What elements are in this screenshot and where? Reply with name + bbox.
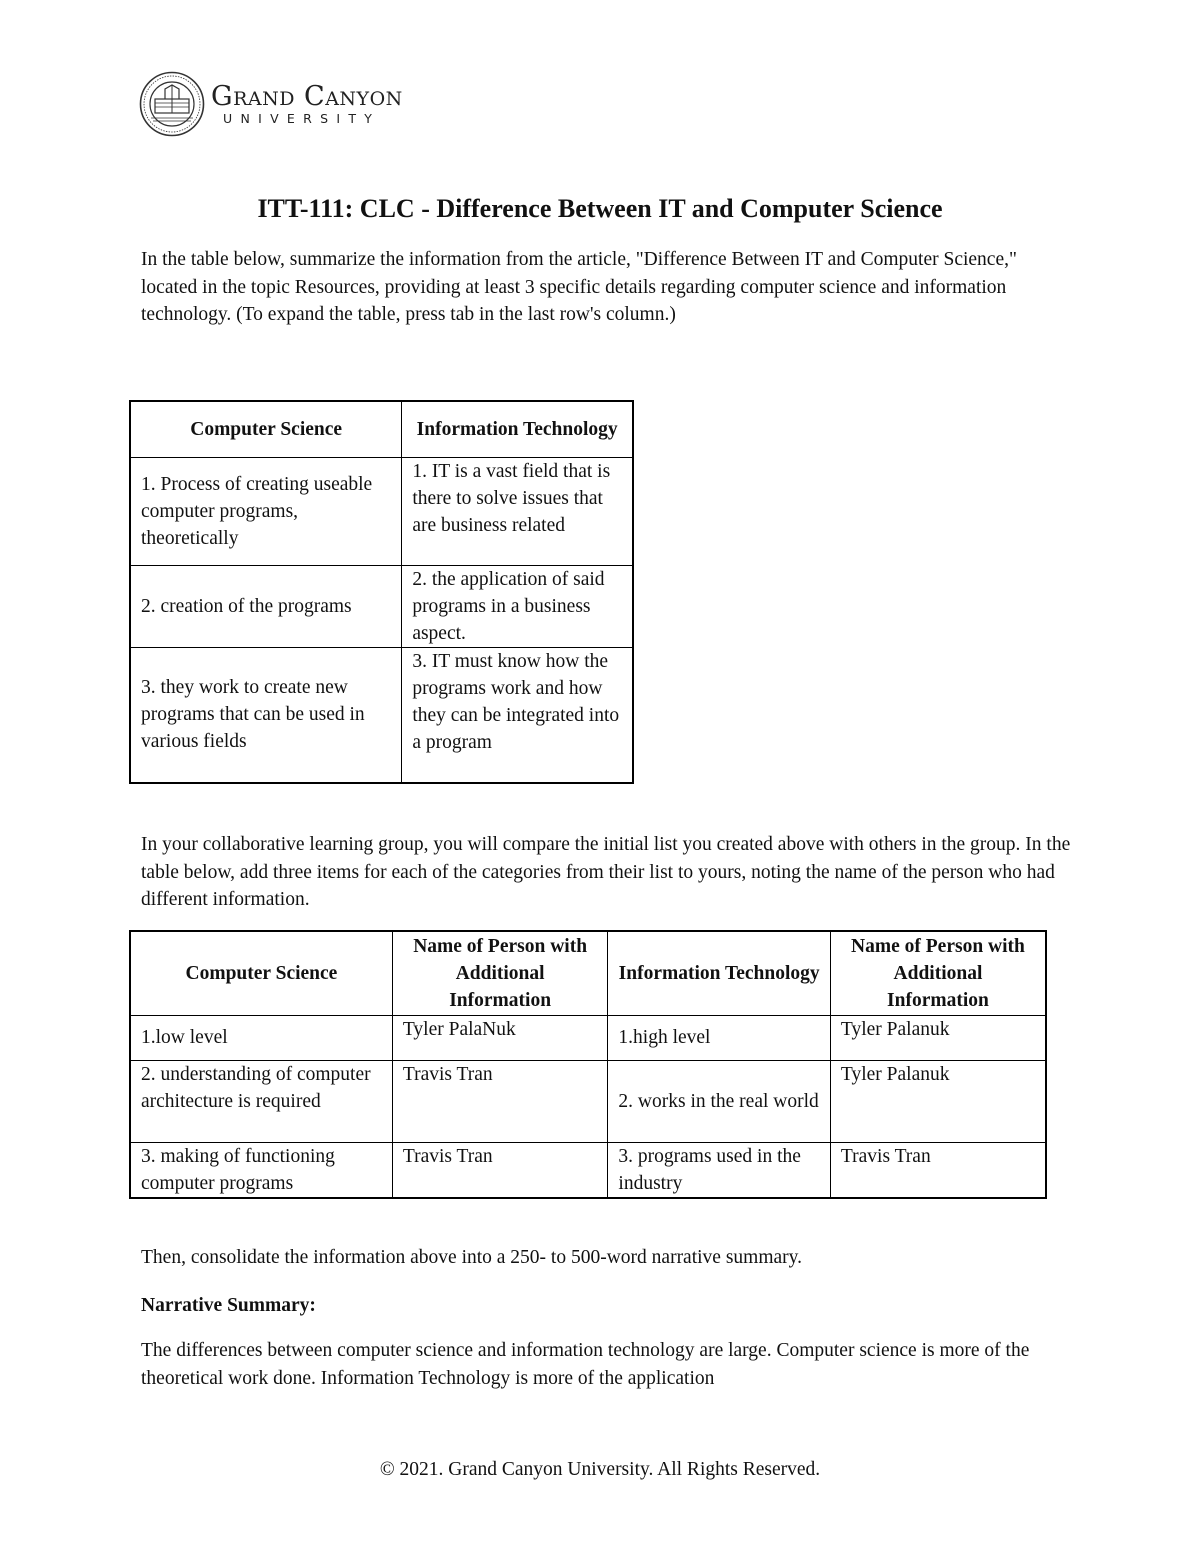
group-table <box>129 930 1047 1199</box>
table2-cell[interactable]: 3. making of functioning computer programs <box>130 1142 392 1198</box>
group-paragraph: In your collaborative learning group, you will compare the initial list you created above with others in the group. In the table below, add three items for each of the categories from their list to yours, noting the name of the person who had different information. <box>141 834 1071 910</box>
table1-cell[interactable]: 1. IT is a vast field that is there to solve issues that are business related <box>402 457 633 565</box>
table2-cell[interactable]: 2. understanding of computer architecture is required <box>130 1060 392 1142</box>
table2-cell[interactable]: Tyler Palanuk <box>830 1060 1046 1142</box>
table2-cell[interactable]: Tyler Palanuk <box>830 1015 1046 1060</box>
table2-cell[interactable]: 1.high level <box>608 1015 831 1060</box>
table1-cell[interactable]: 2. the application of said programs in a business aspect. <box>402 565 633 647</box>
table1-cell[interactable]: 3. they work to create new programs that can be used in various fields <box>130 647 402 783</box>
table1-header-information-technology: Information Technology <box>402 401 633 457</box>
table2-cell[interactable]: 2. works in the real world <box>608 1060 831 1142</box>
table1-header-computer-science: Computer Science <box>130 401 402 457</box>
table2-cell[interactable]: 3. programs used in the industry <box>608 1142 831 1198</box>
page-title: ITT-111: CLC - Difference Between IT and Computer Science <box>257 194 943 223</box>
table2-header-person-it: Name of Person with Additional Information <box>830 931 1046 1015</box>
narrative-paragraph[interactable]: The differences between computer science and information technology are large. Computer science is more of the theoretical work done. Information Technology is more of the application <box>141 1340 1030 1389</box>
consolidate-paragraph: Then, consolidate the information above into a 250- to 500-word narrative summary. <box>141 1247 803 1268</box>
logo-subtitle: UNIVERSITY <box>223 111 381 126</box>
table2-cell[interactable]: Travis Tran <box>392 1060 608 1142</box>
copyright-footer: © 2021. Grand Canyon University. All Rights Reserved. <box>379 1459 821 1480</box>
narrative-heading: Narrative Summary: <box>141 1295 316 1316</box>
intro-paragraph: In the table below, summarize the information from the article, "Difference Between IT and Computer Science," located in the topic Resources, providing at least 3 specific details regarding computer science and information technology. (To expand the table, press tab in the last row's column.) <box>141 249 1017 325</box>
table2-cell[interactable]: Travis Tran <box>830 1142 1046 1198</box>
table2-header-person-cs: Name of Person with Additional Information <box>392 931 608 1015</box>
logo-name: Grand Canyon <box>211 81 403 112</box>
table2-cell[interactable]: Tyler PalaNuk <box>392 1015 608 1060</box>
table1-cell[interactable]: 3. IT must know how the programs work and how they can be integrated into a program <box>402 647 633 783</box>
summary-table <box>129 400 634 784</box>
table2-header-information-technology: Information Technology <box>608 931 831 1015</box>
table2-cell[interactable]: Travis Tran <box>392 1142 608 1198</box>
university-logo <box>139 70 403 138</box>
table2-header-computer-science: Computer Science <box>130 931 392 1015</box>
table1-cell[interactable]: 2. creation of the programs <box>130 565 402 647</box>
university-seal-icon <box>139 71 205 137</box>
table2-cell[interactable]: 1.low level <box>130 1015 392 1060</box>
table1-cell[interactable]: 1. Process of creating useable computer programs, theoretically <box>130 457 402 565</box>
